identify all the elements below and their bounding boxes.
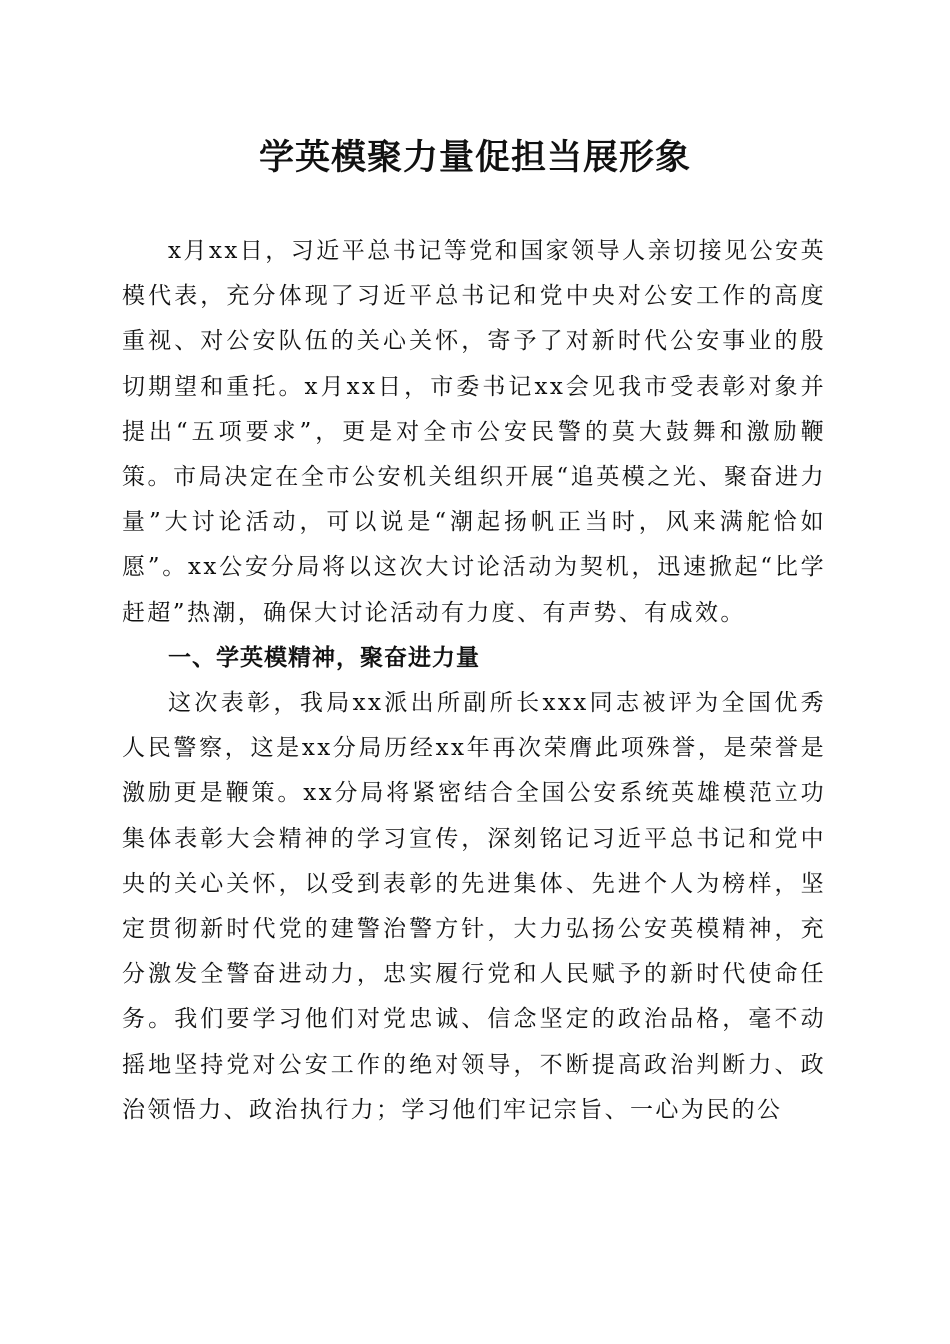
paragraph: x月xx日，习近平总书记等党和国家领导人亲切接见公安英模代表，充分体现了习近平总书记和党中央对公安工作的高度重视、对公安队伍的关心关怀，寄予了对新时代公安事业的殷切期望和重托。x月xx日，市委书记xx会见我市受表彰对象并提出“五项要求”，更是对全市公安民警的莫大鼓舞和激励鞭策。市局决定在全市公安机关组织开展“追英模之光、聚奋进力量”大讨论活动，可以说是“潮起扬帆正当时，风来满舵恰如愿”。xx公安分局将以这次大讨论活动为契机，迅速掀起“比学赶超”热潮，确保大讨论活动有力度、有声势、有成效。 (122, 238, 826, 626)
section-heading: 一、学英模精神，聚奋进力量 (168, 644, 480, 671)
document-title: 学英模聚力量促担当展形象 (258, 137, 691, 178)
paragraph: 这次表彰，我局xx派出所副所长xxx同志被评为全国优秀人民警察，这是xx分局历经xx年再次荣膺此项殊誉，是荣誉是激励更是鞭策。xx分局将紧密结合全国公安系统英雄模范立功集体表彰大会精神的学习宣传，深刻铭记习近平总书记和党中央的关心关怀，以受到表彰的先进集体、先进个人为榜样，坚定贯彻新时代党的建警治警方针，大力弘扬公安英模精神，充分激发全警奋进动力，忠实履行党和人民赋予的新时代使命任务。我们要学习他们对党忠诚、信念坚定的政治品格，毫不动摇地坚持党对公安工作的绝对领导，不断提高政治判断力、政治领悟力、政治执行力；学习他们牢记宗旨、一心为民的公 (122, 690, 826, 1123)
document-body (122, 229, 826, 1133)
